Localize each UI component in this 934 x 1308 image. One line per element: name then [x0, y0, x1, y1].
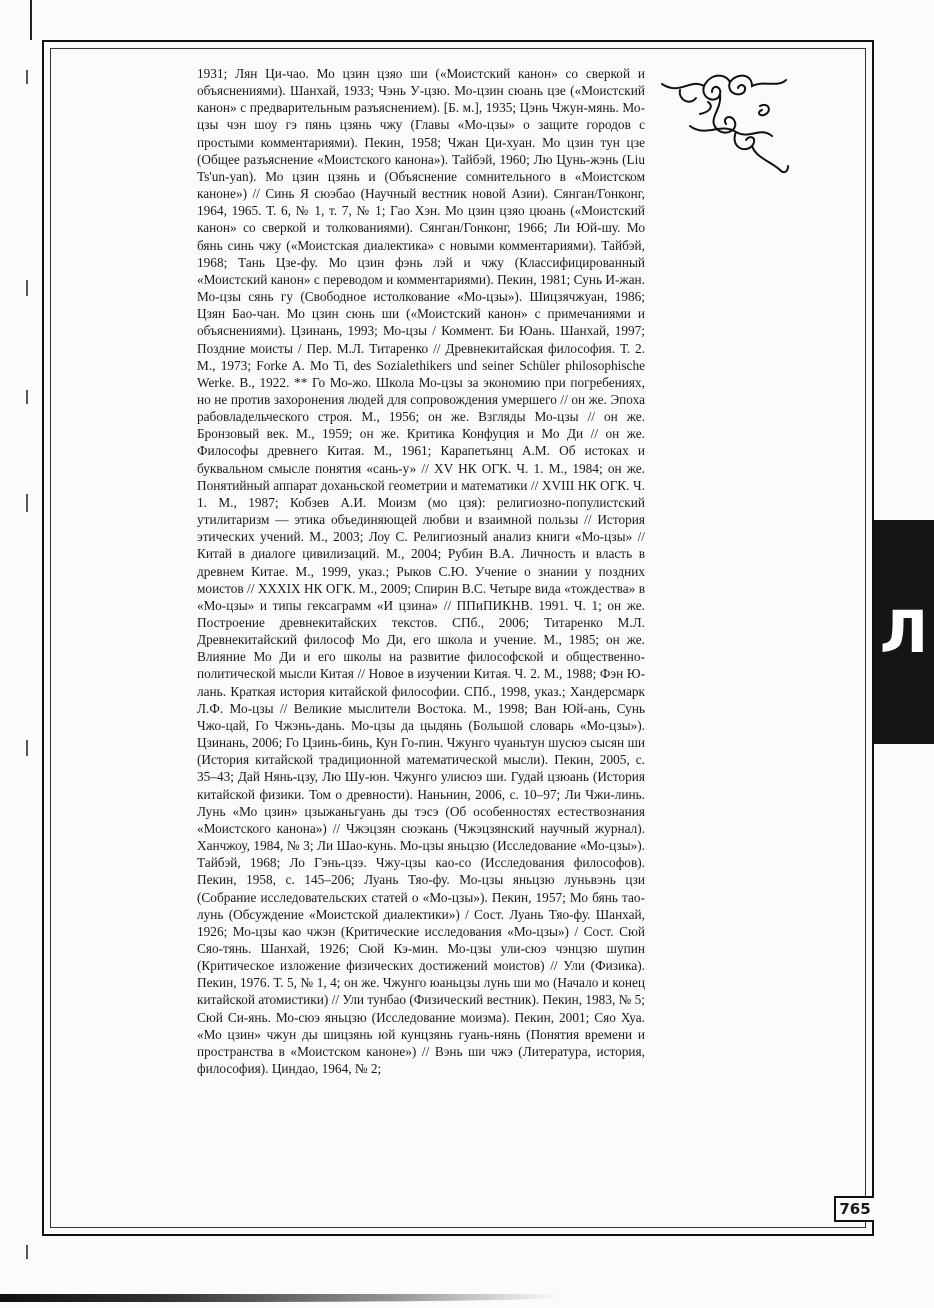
margin-tick	[26, 494, 28, 512]
margin-tick	[26, 1245, 28, 1259]
section-tab	[874, 520, 934, 744]
bibliography-paragraph: 1931; Лян Ци-чао. Мо цзин цзяо ши («Моистский канон» со сверкой и объяснениями). Шанхай, 1933; Чэнь У-цзю. Мо-цзин сюань цзе («Моистский канон» с предварительным разъяснением). [Б. м.], 1935; Цэнь Чжун-мянь. Мо-цзы чэн шоу гэ пянь цзянь чжу (Главы «Мо-цзы» о защите городов с простыми комментариями). Пекин, 1958; Чжан Ци-хуан. Мо цзин тун цзе (Общее разъяснение «Моистского канона»). Тайбэй, 1960; Лю Цунь-жэнь (Liu Ts'un-yan). Мо цзин цзянь и (Объяснение сомнительного в «Моистском каноне») // Синь Я сюэбао (Научный вестник новой Азии). Сянган/Гонконг, 1964, 1965. Т. 6, № 1, т. 7, № 1; Гао Хэн. Мо цзин цзяо цюань («Моистский канон» со сверкой и толкованиями). Сянган/Гонконг, 1966; Ли Юй-шу. Мо бянь синь чжу («Моистская диалектика» с новыми комментариями). Тайбэй, 1968; Тань Цзе-фу. Мо цзин фэнь лэй и чжу (Классифицированный «Моистский канон» с переводом и комментариями). Пекин, 1981; Сунь И-жан. Мо-цзы сянь гу (Свободное истолкование «Мо-цзы»). Шицзячжуан, 1986; Цзян Бао-чан. Мо цзин сюнь ши («Моистский канон» с примечаниями и объяснениями). Цзинань, 1993; Мо-цзы / Коммент. Би Юань. Шанхай, 1997; Поздние моисты / Пер. М.Л. Титаренко // Древнекитайская философия. Т. 2. М., 1973; Forke A. Mo Ti, des Sozialethikers und seiner Schüler philosophische Werke. B., 1922. ** Го Мо-жо. Школа Мо-цзы за экономию при погребениях, но не против захоронения людей для сопровождения умершего // он же. Эпоха рабовладельческого строя. М., 1956; он же. Взгляды Мо-цзы // он же. Бронзовый век. М., 1959; он же. Критика Конфуция и Мо Ди // он же. Философы древнего Китая. М., 1961; Карапетьянц А.М. Об истоках и буквальном смысле понятия «сань-у» // XV НК ОГК. Ч. 1. М., 1984; он же. Понятийный аппарат доханьской геометрии и математики // XVIII НК ОГК. Ч. 1. М., 1987; Кобзев А.И. Моизм (мо цзя): религиозно-популистский утилитаризм — этика объединяющей любви и взаимной пользы // История этических учений. М., 2003; Лоу С. Религиозный анализ книги «Мо-цзы» // Китай в диалоге цивилизаций. М., 2004; Рубин В.А. Личность и власть в древнем Китае. М., 1999, указ.; Рыков С.Ю. Учение о знании у поздних моистов // XXXIX НК ОГК. М., 2009; Спирин В.С. Четыре вида «тождества» в «Мо-цзы» и типы гексаграмм «И цзина» // ППиПИКНВ. 1991. Ч. 1; он же. Построение древнекитайских текстов. СПб., 2006; Титаренко М.Л. Древнекитайский философ Мо Ди, его школа и учение. М., 1985; он же. Влияние Мо Ди и его школы на развитие философской и общественно-политической мысли Китая // Новое в изучении Китая. Ч. 2. М., 1988; Фэн Ю-лань. Краткая история китайской философии. СПб., 1998, указ.; Хандерсмарк Л.Ф. Мо-цзы // Великие мыслители Востока. М., 1998; Ван Юй-ань, Сунь Чжо-цай, Го Чжэнь-дань. Мо-цзы да цыдянь (Большой словарь «Мо-цзы»). Цзинань, 2006; Го Цзинь-бинь, Кун Го-пин. Чжунго чуаньтун шусюэ сысян ши (История китайской традиционной математической мысли). Пекин, 2005, с. 35–43; Дай Нянь-цзу, Лю Шу-юн. Чжунго улисюэ ши. Гудай цзюань (История китайской физики. Том о древности). Наньнин, 2006, с. 10–97; Ли Чжи-линь. Лунь «Мо цзин» цзыжаньгуань ды тэсэ (Об особенностях естествознания «Моистского канона») // Чжэцзян сюэкань (Чжэцзянский научный журнал). Ханчжоу, 1984, № 3; Ли Шао-кунь. Мо-цзы яньцзю (Исследование «Мо-цзы»). Тайбэй, 1968; Ло Гэнь-цзэ. Чжу-цзы као-со (Исследования философов). Пекин, 1958, с. 145–206; Луань Тяо-фу. Мо-цзы яньцзю луньвэнь цзи (Собрание исследовательских статей о «Мо-цзы»). Пекин, 1957; Мо бянь тао-лунь (Обсуждение «Моистской диалектики») / Сост. Луань Тяо-фу. Шанхай, 1926; Мо-цзы као чжэн (Критические исследования «Мо-цзы») / Сост. Сюй Сяо-тянь. Шанхай, 1926; Сюй Кэ-мин. Мо-цзы ули-сюэ чэнцзю шупин (Критическое изложение физических достижений моистов) // Ули (Физика). Пекин, 1976. Т. 5, № 1, 4; он же. Чжунго юаньцзы лунь ши мо (Начало и конец китайской атомистики) // Ули тунбао (Физический вестник). Пекин, 1983, № 5; Сюй Си-янь. Мо-сюэ яньцзю (Исследование моизма). Пекин, 2001; Сяо Хуа. «Мо цзин» чжун ды шицзянь юй кунцзянь гуань-нянь (Понятия времени и пространства в «Моистском каноне») // Вэнь ши чжэ (Литература, история, философия). Циндао, 1964, № 2;	[197, 66, 645, 1077]
margin-tick	[26, 280, 28, 296]
section-tab-letter: Л	[879, 598, 929, 666]
margin-tick	[26, 70, 28, 84]
margin-tick	[26, 740, 28, 756]
scan-edge-line	[30, 0, 32, 40]
margin-tick	[26, 390, 28, 404]
scan-bottom-shadow	[0, 1294, 560, 1302]
page-number: 765	[834, 1196, 874, 1222]
bibliography-text	[197, 65, 645, 1077]
cloud-scroll-ornament-icon	[660, 66, 790, 178]
